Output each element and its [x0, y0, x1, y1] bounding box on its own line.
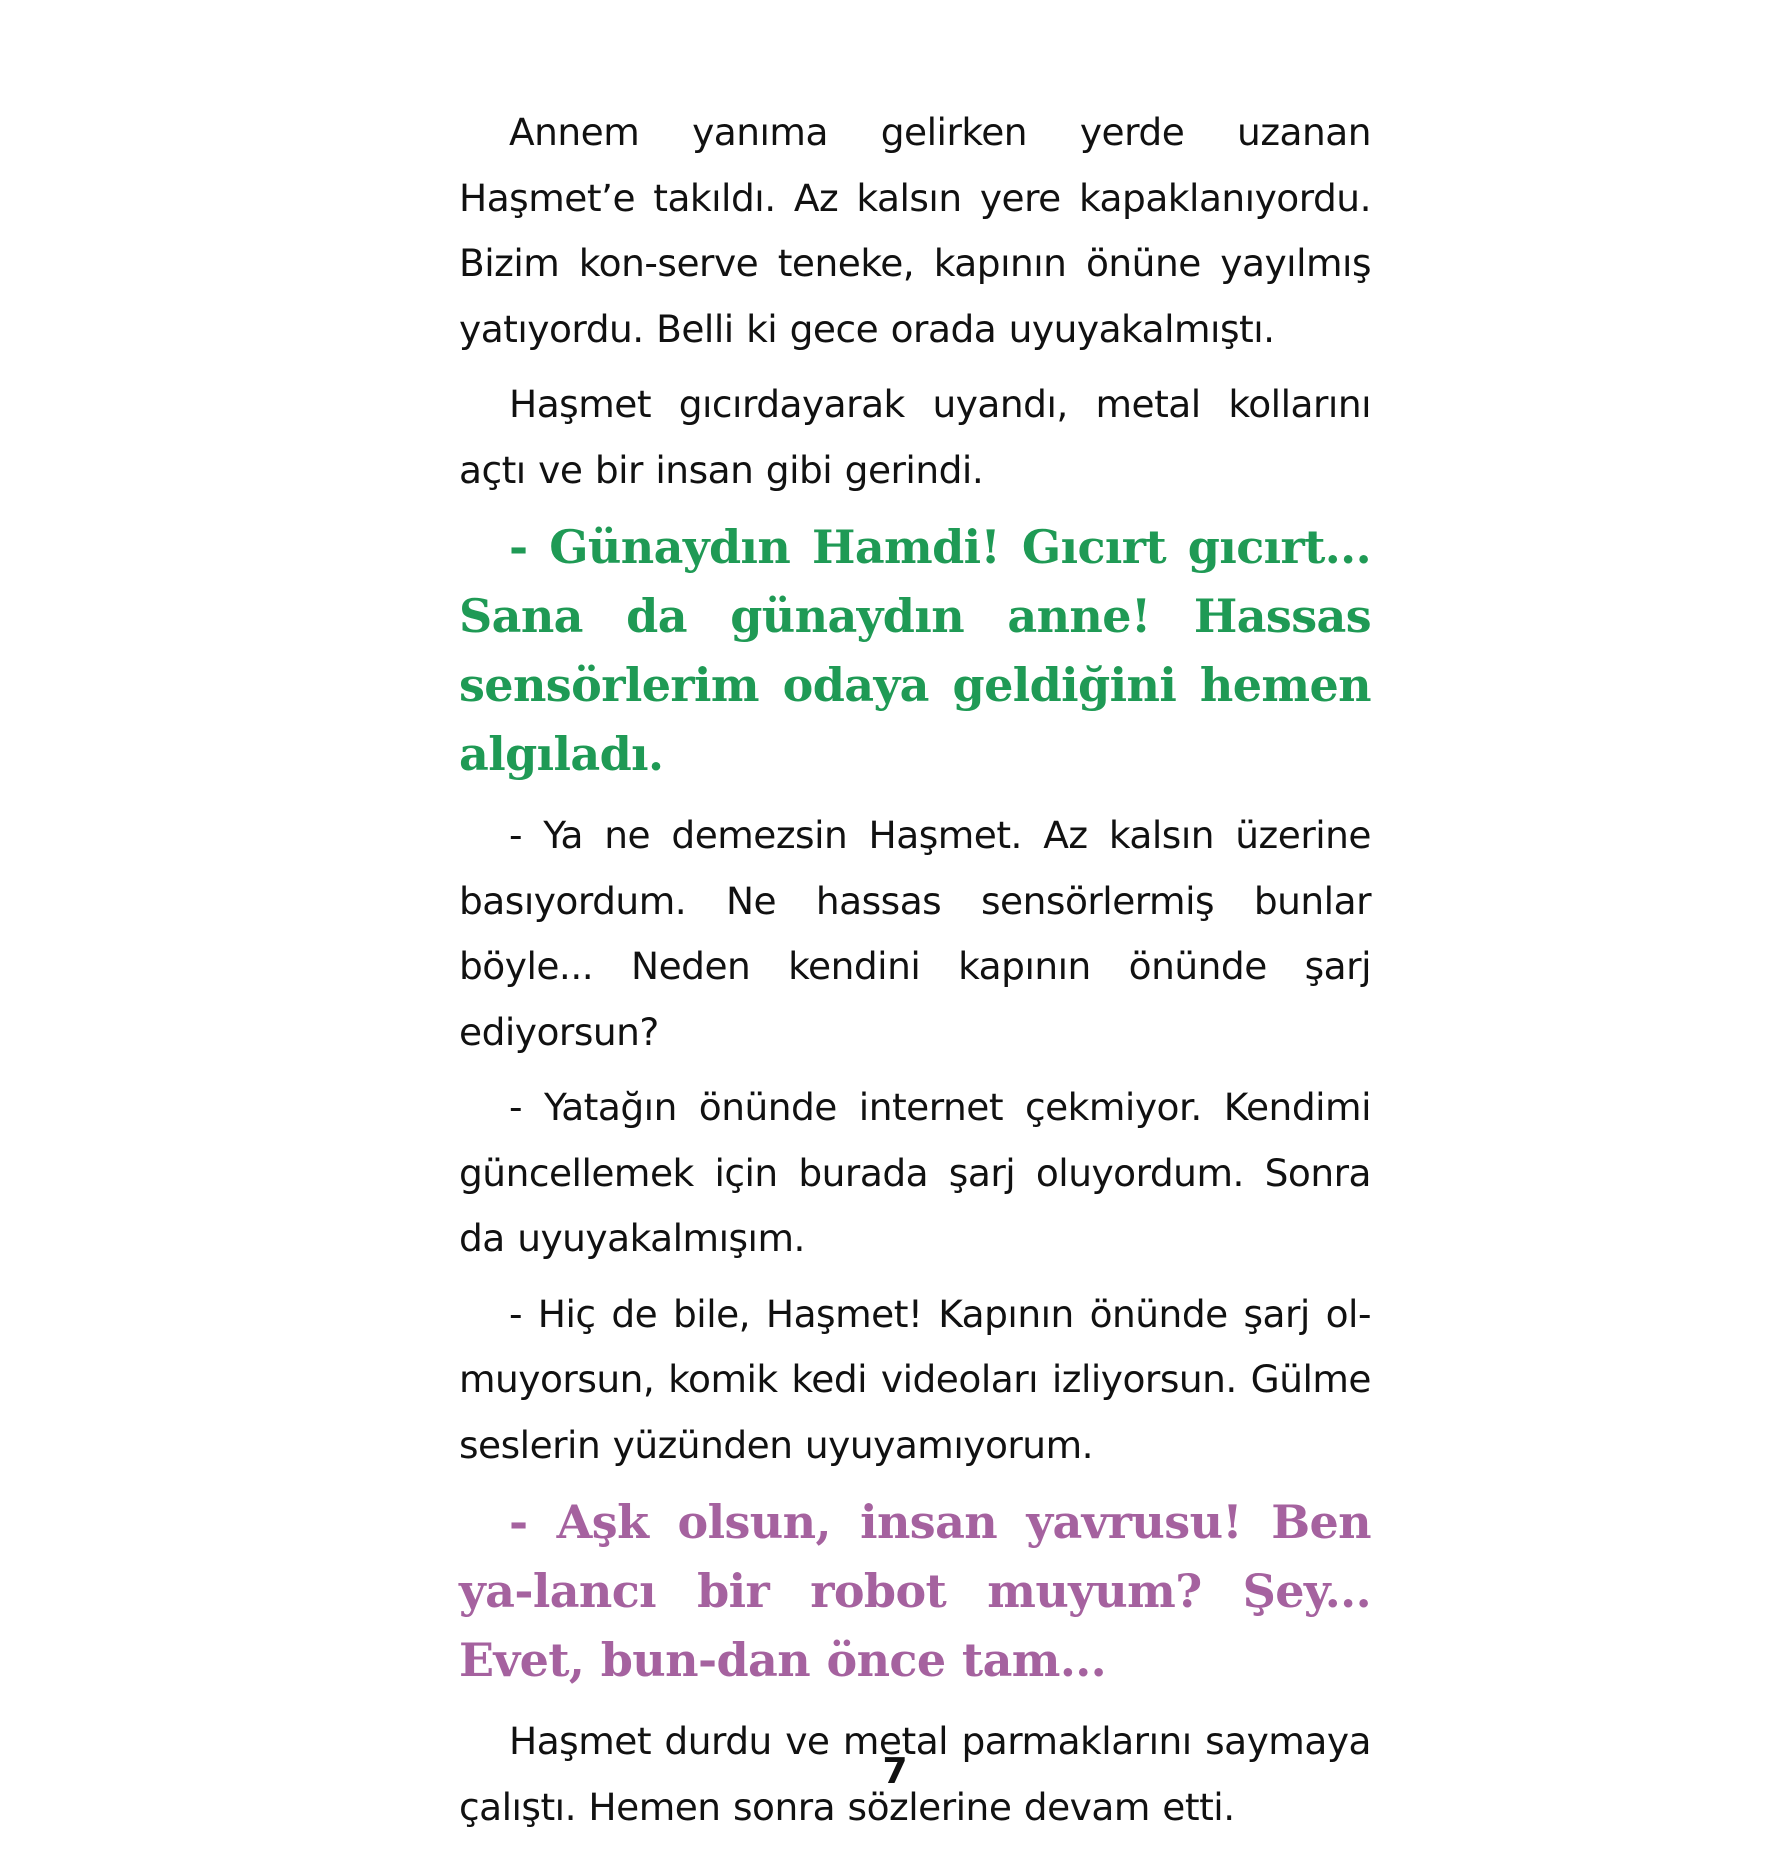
paragraph-dialogue-2: - Hiç de bile, Haşmet! Kapının önünde şarj ol-muyorsun, komik kedi videoları izliyorsun. Gülme seslerin yüzünden uyuyamıyorum. [459, 1291, 1371, 1467]
paragraph-narration-2: Haşmet gıcırdayarak uyandı, metal kollarını açtı ve bir insan gibi gerindi. [459, 382, 1371, 492]
text-column [459, 100, 1371, 1850]
paragraph-mother-dialogue-1: - Ya ne demezsin Haşmet. Az kalsın üzerine basıyordum. Ne hassas sensörlermiş bunlar böyle... Neden kendini kapının önünde şarj ediyorsun? [459, 813, 1371, 1054]
paragraph-narration-1: Annem yanıma gelirken yerde uzanan Haşmet’e takıldı. Az kalsın yere kapaklanıyordu. Bizim kon-serve teneke, kapının önüne yayılmış yatıyordu. Belli ki gece orada uyuyakalmıştı. [459, 110, 1371, 351]
page-number: 7 [882, 1751, 908, 1792]
paragraph-robot-reply: - Aşk olsun, insan yavrusu! Ben ya-lancı bir robot muyum? Şey... Evet, bun-dan önce tam... [459, 1495, 1371, 1687]
paragraph-narration-3: Haşmet durdu ve metal parmaklarını saymaya çalıştı. Hemen sonra sözlerine devam etti. [459, 1719, 1371, 1829]
paragraph-robot-greeting: - Günaydın Hamdi! Gıcırt gıcırt... Sana da günaydın anne! Hassas sensörlerim odaya geldiğini hemen algıladı. [459, 520, 1371, 781]
paragraph-robot-dialogue-plain: - Yatağın önünde internet çekmiyor. Kendimi güncellemek için burada şarj oluyordum. Sonra da uyuyakalmışım. [459, 1085, 1371, 1260]
